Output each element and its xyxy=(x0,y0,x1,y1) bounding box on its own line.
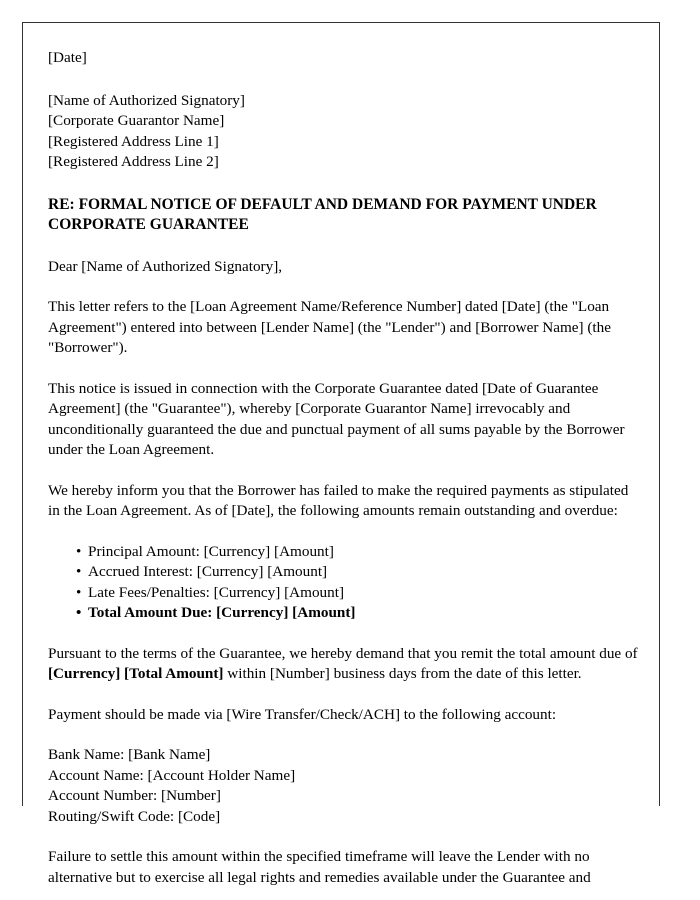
amount-list-item: • Principal Amount: [Currency] [Amount] xyxy=(48,542,639,563)
letter-date: [Date] xyxy=(48,49,87,66)
bank-details-block xyxy=(48,745,639,827)
document-page xyxy=(22,22,660,886)
paragraph-payment-demand xyxy=(48,644,639,685)
bank-detail-line: Account Number: [Number] xyxy=(48,787,221,804)
paragraph-loan-reference: This letter refers to the [Loan Agreement Name/Reference Number] dated [Date] (the "Loan Agreement") entered into between [Lender Name] (the "Lender") and [Borrower Name] (the "Borrower"). xyxy=(48,298,611,356)
salutation: Dear [Name of Authorized Signatory], xyxy=(48,257,283,275)
amount-list-item: • Accrued Interest: [Currency] [Amount] xyxy=(48,562,639,583)
subject-heading: RE: FORMAL NOTICE OF DEFAULT AND DEMAND FOR PAYMENT UNDER CORPORATE GUARANTEE xyxy=(48,195,597,233)
paragraph-legal-consequences: Failure to settle this amount within the specified timeframe will leave the Lender with no alternative but to exercise all legal rights and remedies available under the Guarantee and xyxy=(48,848,591,886)
spacer xyxy=(48,69,639,91)
document-body xyxy=(48,48,639,888)
paragraph-default-notice: We hereby inform you that the Borrower has failed to make the required payments as stipulated in the Loan Agreement. As of [Date], the following amounts remain outstanding and overdue: xyxy=(48,481,629,519)
spacer xyxy=(48,827,639,847)
demand-text-before: Pursuant to the terms of the Guarantee, we hereby demand that you remit the total amount due of xyxy=(48,644,638,662)
spacer xyxy=(48,624,639,644)
bank-detail-line: Routing/Swift Code: [Code] xyxy=(48,807,221,825)
spacer xyxy=(48,359,639,379)
spacer xyxy=(48,685,639,705)
spacer xyxy=(48,236,639,257)
recipient-line: [Name of Authorized Signatory] xyxy=(48,91,245,109)
demand-total-amount: [Currency] [Total Amount] xyxy=(48,665,224,682)
spacer xyxy=(48,173,639,195)
spacer xyxy=(48,725,639,745)
bank-detail-line: Account Name: [Account Holder Name] xyxy=(48,766,296,784)
recipient-line: [Corporate Guarantor Name] xyxy=(48,112,225,129)
bank-detail-line: Bank Name: [Bank Name] xyxy=(48,746,211,763)
recipient-line: [Registered Address Line 1] xyxy=(48,132,219,150)
amount-list-item: • Late Fees/Penalties: [Currency] [Amount] xyxy=(48,583,639,604)
spacer xyxy=(48,277,639,297)
paragraph-guarantee: This notice is issued in connection with the Corporate Guarantee dated [Date of Guarantee Agreement] (the "Guarantee"), whereby [Corporate Guarantor Name] irrevocably and unconditionally guaranteed the due and punctual payment of all sums payable by the Borrower under the Loan Agreement. xyxy=(48,379,625,458)
spacer xyxy=(48,522,639,542)
recipient-line: [Registered Address Line 2] xyxy=(48,153,219,170)
recipient-address-block xyxy=(48,91,639,173)
paragraph-payment-method: Payment should be made via [Wire Transfer/Check/ACH] to the following account: xyxy=(48,705,557,723)
amount-list-item: • Total Amount Due: [Currency] [Amount] xyxy=(48,603,639,624)
outstanding-amounts-list xyxy=(48,542,639,624)
demand-text-after: within [Number] business days from the date of this letter. xyxy=(223,665,582,682)
spacer xyxy=(48,461,639,481)
